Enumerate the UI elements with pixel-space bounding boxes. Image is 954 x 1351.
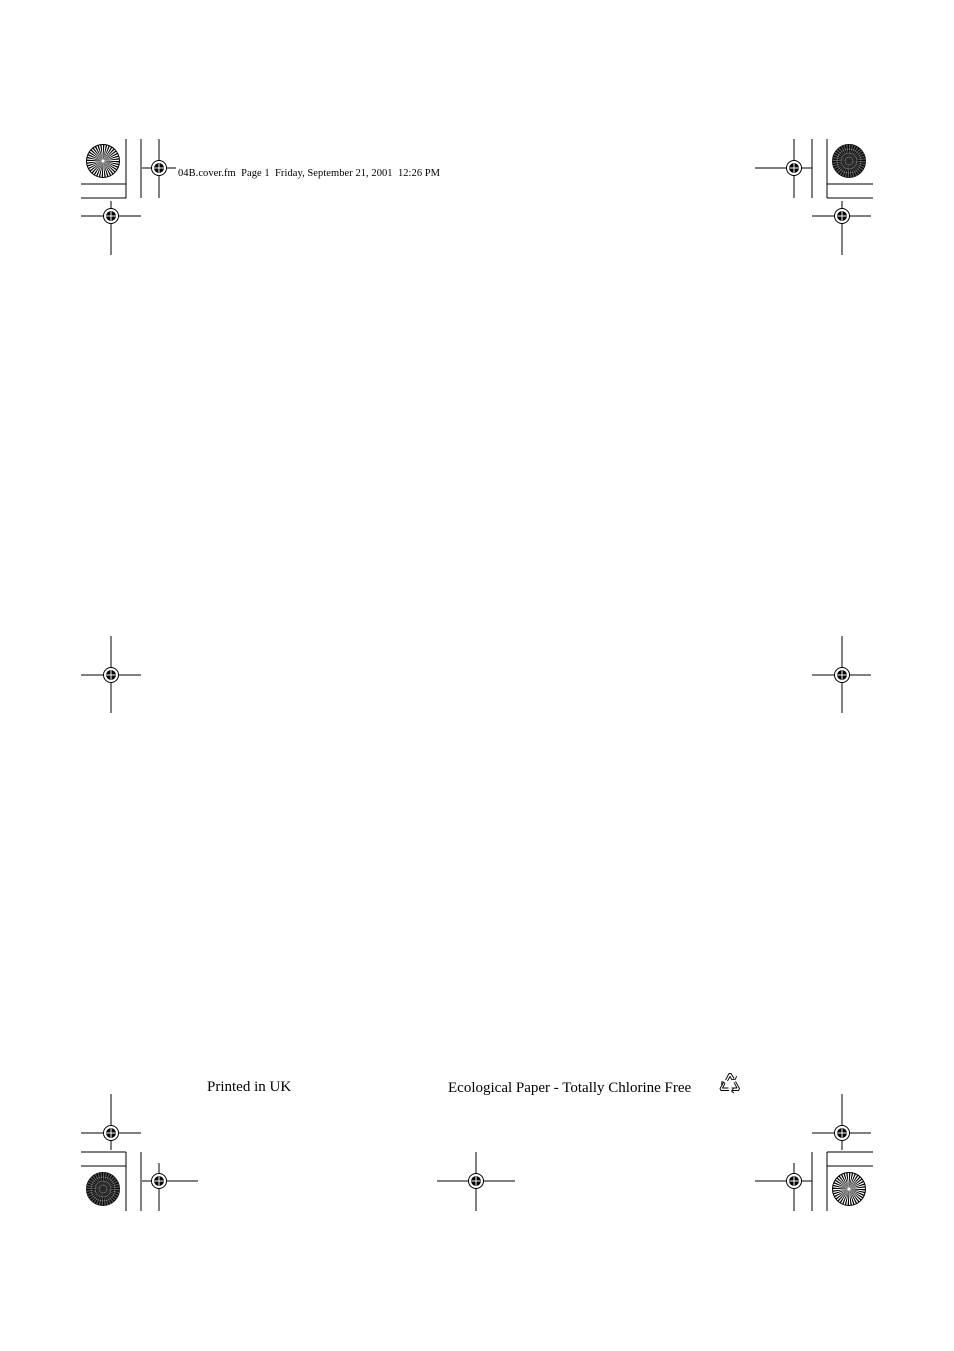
star-target-icon xyxy=(87,1173,120,1206)
registration-mark-icon xyxy=(812,1094,871,1150)
star-target-icon xyxy=(87,145,120,178)
registration-mark-icon xyxy=(152,161,167,176)
recycle-icon xyxy=(716,1069,744,1095)
registration-mark-icon xyxy=(787,161,802,176)
registration-mark-icon xyxy=(835,209,850,224)
registration-mark-icon xyxy=(755,1163,812,1211)
registration-mark-icon xyxy=(104,668,119,683)
star-target-icon xyxy=(833,145,866,178)
registration-mark-icon xyxy=(104,209,119,224)
star-target-icon xyxy=(833,1173,866,1206)
registration-mark-icon xyxy=(835,668,850,683)
printed-in-label: Printed in UK xyxy=(207,1079,292,1095)
registration-mark-icon xyxy=(755,139,812,198)
registration-mark-icon xyxy=(152,1174,167,1189)
registration-mark-icon xyxy=(469,1174,484,1189)
registration-mark-icon xyxy=(81,1094,141,1150)
registration-mark-icon xyxy=(787,1174,802,1189)
registration-mark-icon xyxy=(104,1126,119,1141)
registration-mark-icon xyxy=(142,1163,198,1211)
file-slug-line: 04B.cover.fm Page 1 Friday, September 21, 2001 12:26 PM xyxy=(178,168,441,179)
registration-mark-icon xyxy=(835,1126,850,1141)
ecological-paper-note: Ecological Paper - Totally Chlorine Free xyxy=(448,1080,692,1096)
